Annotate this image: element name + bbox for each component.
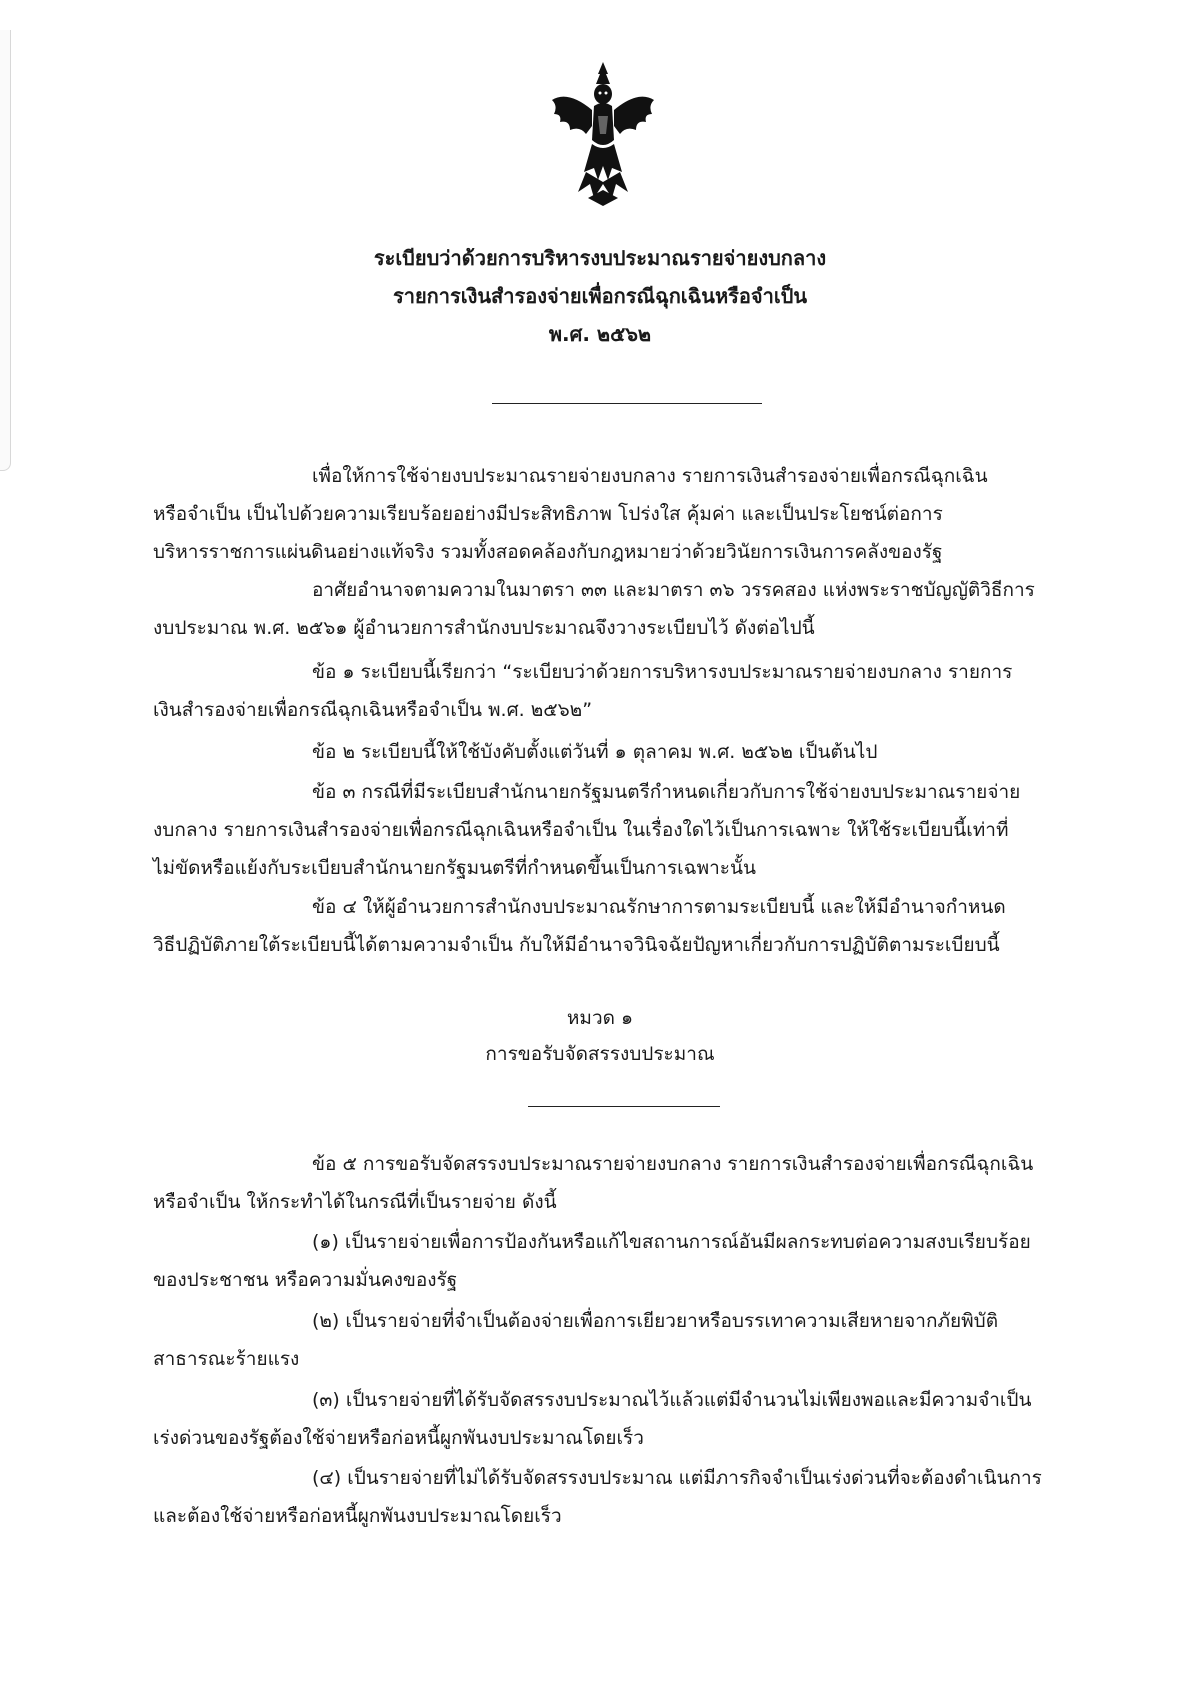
clause-1-line-2: เงินสำรองจ่ายเพื่อกรณีฉุกเฉินหรือจำเป็น พ.ศ. ๒๕๖๒” xyxy=(153,699,593,721)
clause-5-item-4-line-2: และต้องใช้จ่ายหรือก่อหนี้ผูกพันงบประมาณโดยเร็ว xyxy=(153,1505,562,1527)
clause-3-line-1: ข้อ ๓ กรณีที่มีระเบียบสำนักนายกรัฐมนตรีกำหนดเกี่ยวกับการใช้จ่ายงบประมาณรายจ่าย xyxy=(312,781,1021,803)
preamble-line-5: งบประมาณ พ.ศ. ๒๕๖๑ ผู้อำนวยการสำนักงบประมาณจึงวางระเบียบไว้ ดังต่อไปนี้ xyxy=(153,617,815,639)
chapter-title: การขอรับจัดสรรงบประมาณ xyxy=(485,1043,715,1065)
clause-4-line-2: วิธีปฏิบัติภายใต้ระเบียบนี้ได้ตามความจำเป็น กับให้มีอำนาจวินิจฉัยปัญหาเกี่ยวกับการปฏิบัติตามระเบียบนี้ xyxy=(153,934,1000,956)
preamble-line-2: หรือจำเป็น เป็นไปด้วยความเรียบร้อยอย่างมีประสิทธิภาพ โปร่งใส คุ้มค่า และเป็นประโยชน์ต่อการ xyxy=(153,503,943,525)
clause-5-line-2: หรือจำเป็น ให้กระทำได้ในกรณีที่เป็นรายจ่าย ดังนี้ xyxy=(153,1191,557,1213)
clause-1-line-1: ข้อ ๑ ระเบียบนี้เรียกว่า “ระเบียบว่าด้วยการบริหารงบประมาณรายจ่ายงบกลาง รายการ xyxy=(312,661,1013,683)
clause-4-line-1: ข้อ ๔ ให้ผู้อำนวยการสำนักงบประมาณรักษาการตามระเบียบนี้ และให้มีอำนาจกำหนด xyxy=(312,896,1006,918)
clause-5-item-3-line-2: เร่งด่วนของรัฐต้องใช้จ่ายหรือก่อหนี้ผูกพันงบประมาณโดยเร็ว xyxy=(153,1427,644,1449)
document-title-line-1: ระเบียบว่าด้วยการบริหารงบประมาณรายจ่ายงบกลาง xyxy=(373,246,827,270)
preamble-line-4: อาศัยอำนาจตามความในมาตรา ๓๓ และมาตรา ๓๖ วรรคสอง แห่งพระราชบัญญัติวิธีการ xyxy=(312,579,1035,601)
document-title-year: พ.ศ. ๒๕๖๒ xyxy=(548,322,652,346)
clause-3-line-2: งบกลาง รายการเงินสำรองจ่ายเพื่อกรณีฉุกเฉินหรือจำเป็น ในเรื่องใดไว้เป็นการเฉพาะ ให้ใช้ระเบียบนี้เท่าที่ xyxy=(153,819,1009,841)
garuda-emblem-icon xyxy=(548,60,658,210)
clause-5-item-1-line-2: ของประชาชน หรือความมั่นคงของรัฐ xyxy=(153,1269,458,1291)
clause-3-line-3: ไม่ขัดหรือแย้งกับระเบียบสำนักนายกรัฐมนตรีที่กำหนดขึ้นเป็นการเฉพาะนั้น xyxy=(153,857,756,879)
clause-5-line-1: ข้อ ๕ การขอรับจัดสรรงบประมาณรายจ่ายงบกลาง รายการเงินสำรองจ่ายเพื่อกรณีฉุกเฉิน xyxy=(312,1153,1034,1175)
title-divider xyxy=(492,403,762,404)
clause-5-item-2-line-1: (๒) เป็นรายจ่ายที่จำเป็นต้องจ่ายเพื่อการเยียวยาหรือบรรเทาความเสียหายจากภัยพิบัติ xyxy=(312,1310,999,1332)
chapter-number: หมวด ๑ xyxy=(566,1007,634,1029)
chapter-divider xyxy=(528,1106,720,1107)
clause-5-item-4-line-1: (๔) เป็นรายจ่ายที่ไม่ได้รับจัดสรรงบประมาณ แต่มีภารกิจจำเป็นเร่งด่วนที่จะต้องดำเนินการ xyxy=(312,1467,1042,1489)
clause-2: ข้อ ๒ ระเบียบนี้ให้ใช้บังคับตั้งแต่วันที่ ๑ ตุลาคม พ.ศ. ๒๕๖๒ เป็นต้นไป xyxy=(312,741,878,763)
document-title-line-2: รายการเงินสำรองจ่ายเพื่อกรณีฉุกเฉินหรือจำเป็น xyxy=(392,284,808,308)
clause-5-item-3-line-1: (๓) เป็นรายจ่ายที่ได้รับจัดสรรงบประมาณไว้แล้วแต่มีจำนวนไม่เพียงพอและมีความจำเป็น xyxy=(312,1389,1032,1411)
preamble-line-1: เพื่อให้การใช้จ่ายงบประมาณรายจ่ายงบกลาง รายการเงินสำรองจ่ายเพื่อกรณีฉุกเฉิน xyxy=(312,465,988,487)
clause-5-item-1-line-1: (๑) เป็นรายจ่ายเพื่อการป้องกันหรือแก้ไขสถานการณ์อันมีผลกระทบต่อความสงบเรียบร้อย xyxy=(312,1231,1031,1253)
preamble-line-3: บริหารราชการแผ่นดินอย่างแท้จริง รวมทั้งสอดคล้องกับกฎหมายว่าด้วยวินัยการเงินการคลังของรัฐ xyxy=(153,541,943,563)
clause-5-item-2-line-2: สาธารณะร้ายแรง xyxy=(153,1348,300,1370)
